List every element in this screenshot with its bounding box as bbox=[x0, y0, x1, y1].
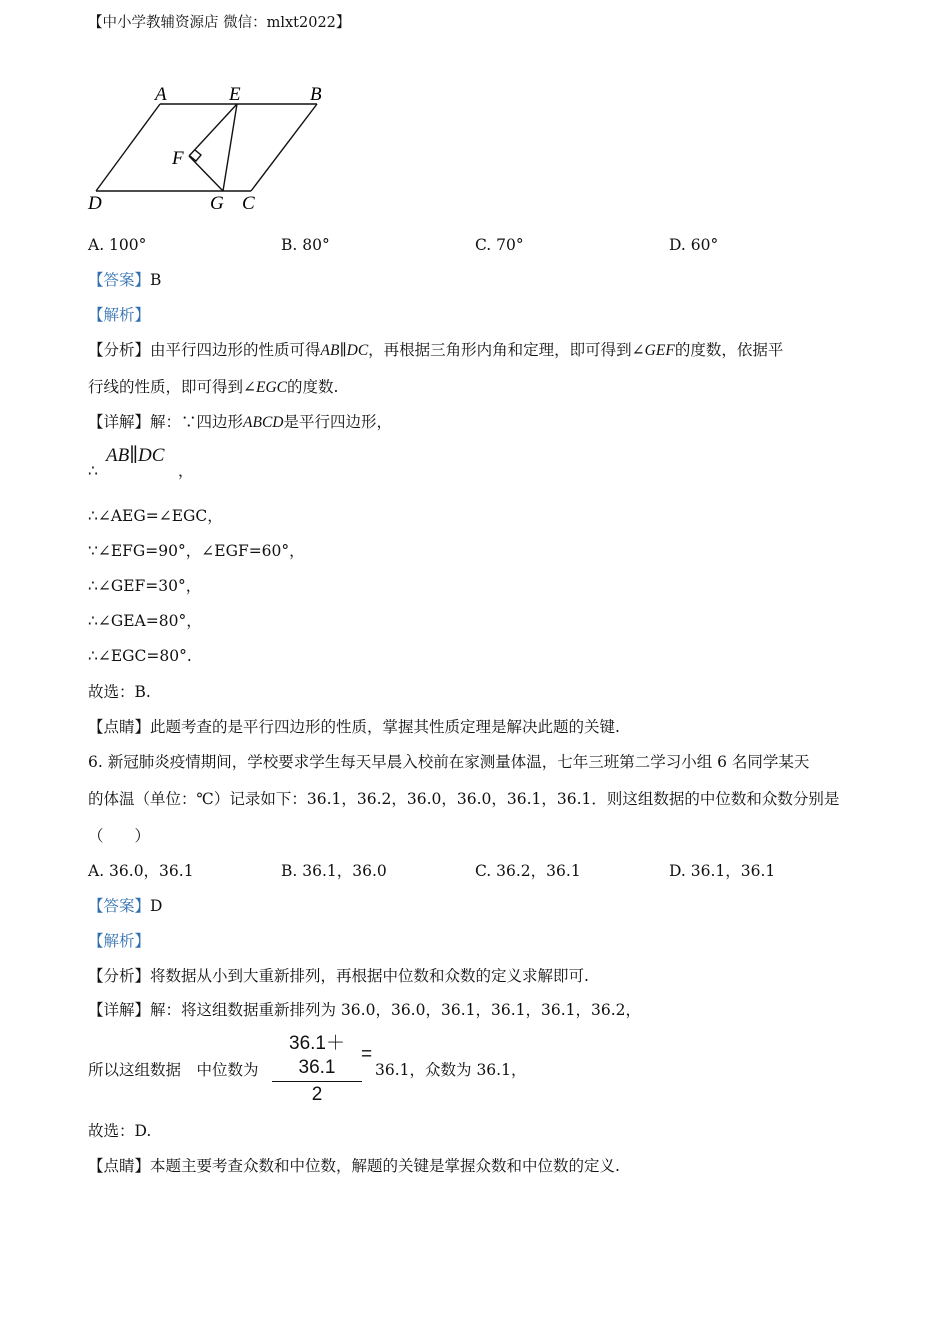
q6-answer bbox=[88, 896, 162, 916]
label-f: F bbox=[172, 148, 184, 169]
q5-xiangjie-tag: 【详解】 bbox=[88, 413, 151, 431]
q6-xiangjie bbox=[88, 1000, 641, 1020]
q5-step-therefore: ∴ bbox=[88, 462, 98, 480]
median-fraction bbox=[272, 1032, 362, 1107]
q5-choose: 故选：B. bbox=[88, 683, 151, 701]
q5-option-c: C. 70° bbox=[475, 236, 524, 254]
q5-step-comma: ， bbox=[178, 462, 194, 480]
segment-fg bbox=[189, 156, 223, 191]
q5-xiangjie-text: 是平行四边形， bbox=[283, 413, 393, 431]
q5-fenxi-math: AB∥DC bbox=[320, 342, 369, 359]
q5-analysis-tag: 【解析】 bbox=[88, 306, 151, 324]
q6-xiangjie-text: 解：将这组数据重新排列为 36.0，36.0，36.1，36.1，36.1，36.2， bbox=[150, 1001, 642, 1019]
q5-answer-value: B bbox=[150, 271, 162, 289]
parallelogram-figure bbox=[80, 80, 340, 220]
q5-step: ∴∠AEG=∠EGC， bbox=[88, 507, 223, 525]
q6-option-d: D. 36.1，36.1 bbox=[669, 862, 776, 880]
q6-answer-tag: 【答案】 bbox=[88, 897, 151, 915]
q5-step-parallel-expr: AB∥DC bbox=[106, 445, 165, 466]
label-d: D bbox=[88, 193, 102, 214]
q5-fenxi-math: EGC bbox=[256, 379, 287, 396]
q6-xiangjie-tag: 【详解】 bbox=[88, 1001, 151, 1019]
q6-analysis-tag: 【解析】 bbox=[88, 932, 151, 950]
q6-stem-line1: 6. 新冠肺炎疫情期间，学校要求学生每天早晨入校前在家测量体温，七年三班第二学习小组 6 名同学某天 bbox=[88, 753, 810, 771]
q6-dianjing-text: 本题主要考查众数和中位数，解题的关键是掌握众数和中位数的定义. bbox=[150, 1157, 620, 1175]
q6-dianjing-tag: 【点睛】 bbox=[88, 1157, 151, 1175]
q5-fenxi-tag: 【分析】 bbox=[88, 341, 151, 359]
q5-fenxi-line2 bbox=[88, 377, 338, 398]
q5-step: ∴∠EGC=80°. bbox=[88, 647, 192, 665]
q5-fenxi-text: ，再根据三角形内角和定理，即可得到∠ bbox=[368, 341, 645, 359]
label-c: C bbox=[242, 193, 255, 214]
fraction-bar bbox=[272, 1081, 362, 1082]
q5-answer bbox=[88, 270, 161, 290]
edge-bc bbox=[251, 104, 317, 191]
label-b: B bbox=[310, 84, 322, 105]
q5-step: ∴∠GEF=30°， bbox=[88, 577, 202, 595]
q6-fenxi-tag: 【分析】 bbox=[88, 967, 151, 985]
label-a: A bbox=[155, 84, 167, 105]
q6-stem-line3: （ ） bbox=[88, 827, 151, 845]
q6-answer-value: D bbox=[150, 897, 163, 915]
q6-fenxi bbox=[88, 966, 589, 986]
q5-option-b: B. 80° bbox=[281, 236, 330, 254]
label-e: E bbox=[229, 84, 241, 105]
fraction-numerator: 36.1＋36.1 bbox=[289, 1033, 345, 1078]
q5-fenxi-math: GEF bbox=[644, 342, 675, 359]
q5-answer-tag: 【答案】 bbox=[88, 271, 151, 289]
q6-dianjing bbox=[88, 1156, 620, 1176]
q6-median-suffix: 36.1，众数为 36.1， bbox=[375, 1061, 527, 1079]
q5-fenxi-text: 的度数. bbox=[287, 378, 339, 396]
q6-option-a: A. 36.0，36.1 bbox=[88, 862, 194, 880]
q5-option-d: D. 60° bbox=[669, 236, 719, 254]
page-header: 【中小学教辅资源店 微信：mlxt2022】 bbox=[88, 15, 351, 31]
q5-fenxi-text: 的度数，依据平 bbox=[674, 341, 784, 359]
label-g: G bbox=[210, 193, 224, 214]
fraction-denominator: 2 bbox=[311, 1084, 323, 1105]
q5-fenxi-text: 由平行四边形的性质可得 bbox=[150, 341, 321, 359]
q6-option-c: C. 36.2，36.1 bbox=[475, 862, 581, 880]
q5-step: ∵∠EFG=90°，∠EGF=60°， bbox=[88, 542, 305, 560]
q5-xiangjie-text: 解：∵四边形 bbox=[150, 413, 244, 431]
q5-option-a: A. 100° bbox=[88, 236, 147, 254]
q5-dianjing-text: 此题考查的是平行四边形的性质，掌握其性质定理是解决此题的关键. bbox=[150, 718, 620, 736]
q6-choose: 故选：D. bbox=[88, 1122, 152, 1140]
q5-fenxi-text: 行线的性质，即可得到∠ bbox=[88, 378, 256, 396]
q5-xiangjie-math: ABCD bbox=[243, 414, 284, 431]
q5-xiangjie bbox=[88, 412, 392, 433]
q5-step: ∴∠GEA=80°， bbox=[88, 612, 202, 630]
q6-median-prefix: 所以这组数据 中位数为 bbox=[88, 1061, 259, 1079]
q6-stem-line2: 的体温（单位：℃）记录如下：36.1，36.2，36.0，36.0，36.1，36.1．则这组数据的中位数和众数分别是 bbox=[88, 790, 840, 808]
q6-fenxi-text: 将数据从小到大重新排列，再根据中位数和众数的定义求解即可. bbox=[150, 967, 589, 985]
q6-option-b: B. 36.1，36.0 bbox=[281, 862, 387, 880]
q5-fenxi-line1 bbox=[88, 340, 783, 361]
q5-dianjing-tag: 【点睛】 bbox=[88, 718, 151, 736]
equals-sign: = bbox=[361, 1044, 373, 1065]
q5-dianjing bbox=[88, 717, 620, 737]
edge-da bbox=[96, 104, 160, 191]
